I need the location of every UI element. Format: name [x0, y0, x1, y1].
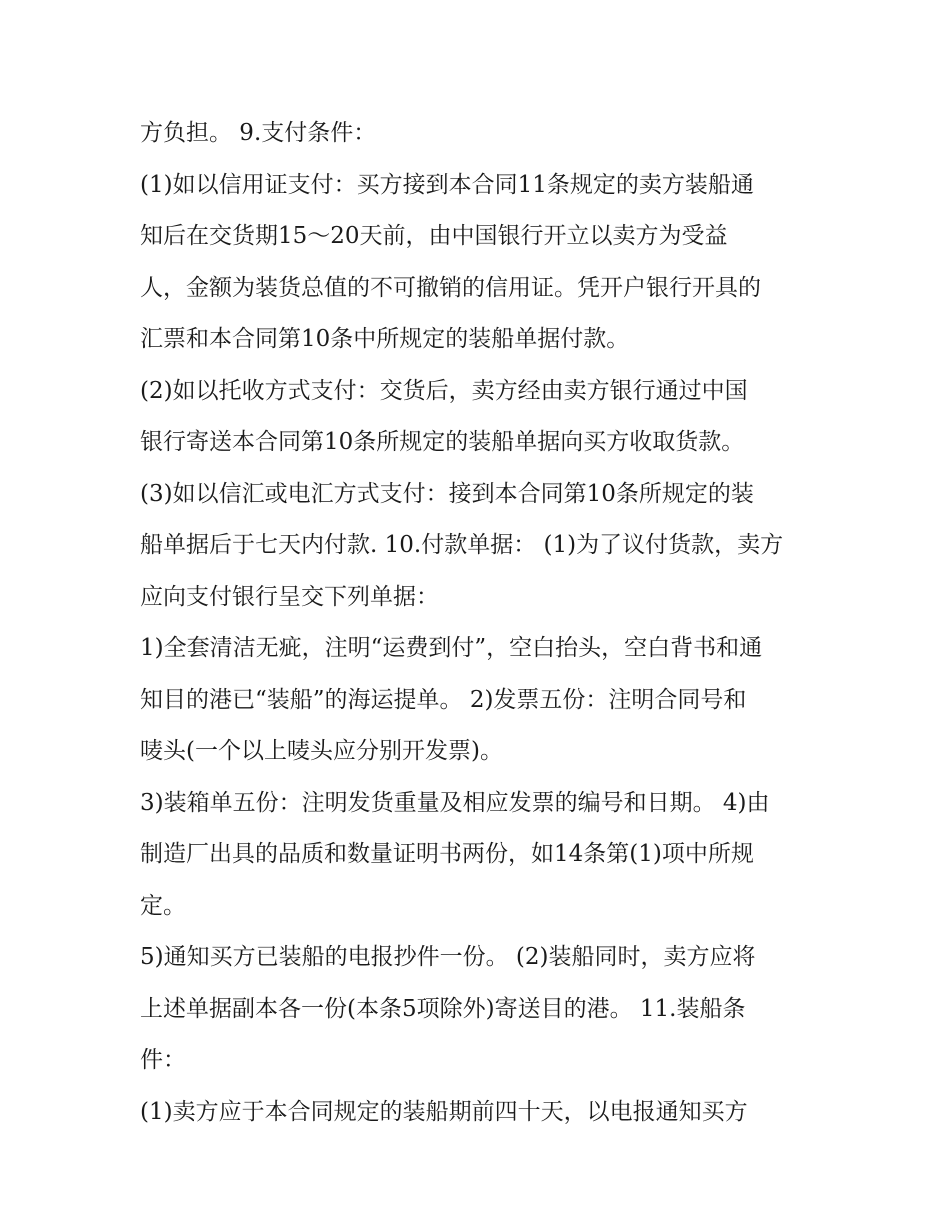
text-line: 汇票和本合同第10条中所规定的装船单据付款。	[140, 326, 630, 352]
text-line: 上述单据副本各一份(本条5项除外)寄送目的港。 11.装船条	[140, 995, 746, 1022]
text-line: 1)全套清洁无疵，注明“运费到付”，空白抬头，空白背书和通	[140, 635, 763, 661]
text-line: 人，金额为装货总值的不可撤销的信用证。凭开户银行开具的	[140, 274, 761, 301]
text-line: (3)如以信汇或电汇方式支付：接到本合同第10条所规定的装	[140, 480, 754, 507]
text-line: 知目的港已“装船”的海运提单。 2)发票五份：注明合同号和	[140, 686, 747, 713]
text-line: 方负担。 9.支付条件：	[140, 120, 377, 146]
text-line: 船单据后于七天内付款. 10.付款单据： (1)为了议付货款，卖方	[140, 532, 784, 558]
text-line: 3)装箱单五份：注明发货重量及相应发票的编号和日期。 4)由	[140, 789, 770, 816]
text-line: (2)如以托收方式支付：交货后，卖方经由卖方银行通过中国	[140, 377, 748, 404]
text-line: 5)通知买方已装船的电报抄件一份。 (2)装船同时，卖方应将	[140, 944, 756, 970]
text-line: (1)卖方应于本合同规定的装船期前四十天，以电报通知买方	[140, 1098, 748, 1125]
text-line: (1)如以信用证支付：买方接到本合同11条规定的卖方装船通	[140, 171, 754, 198]
text-line: 定。	[140, 892, 186, 919]
contract-text-body	[140, 108, 820, 1138]
text-line: 应向支付银行呈交下列单据：	[140, 583, 439, 610]
text-line: 制造厂出具的品质和数量证明书两份，如14条第(1)项中所规	[140, 841, 754, 867]
text-line: 唛头(一个以上唛头应分别开发票)。	[140, 738, 503, 764]
text-line: 知后在交货期15～20天前，由中国银行开立以卖方为受益	[140, 223, 728, 249]
text-line: 件：	[140, 1047, 186, 1073]
text-line: 银行寄送本合同第10条所规定的装船单据向买方收取货款。	[140, 429, 745, 455]
